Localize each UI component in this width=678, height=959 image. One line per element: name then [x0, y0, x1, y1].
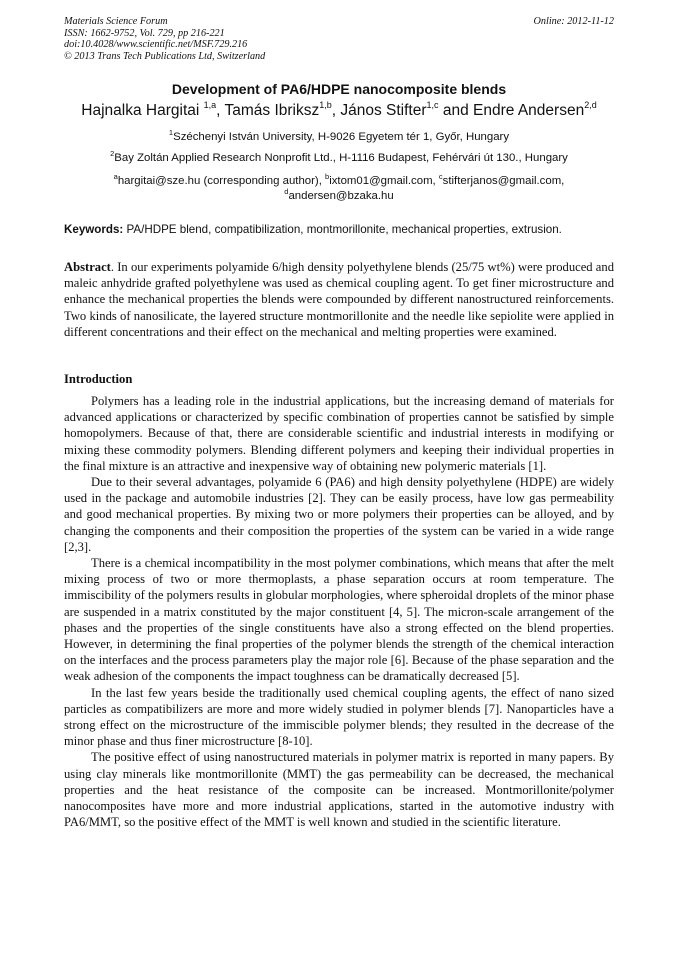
email-d[interactable]: andersen@bzaka.hu [288, 190, 394, 202]
affiliation-text: Széchenyi István University, H-9026 Egyetem tér 1, Győr, Hungary [173, 131, 510, 143]
affiliation-mark: 2 [110, 149, 115, 158]
author-name: János Stifter [340, 102, 427, 119]
keywords-label: Keywords: [64, 223, 124, 236]
introduction-body [64, 393, 614, 830]
author-name: Tamás Ibriksz [224, 102, 320, 119]
affiliation-mark: 1 [168, 128, 174, 137]
author-affiliation-mark: 1,b [319, 100, 332, 110]
keywords [64, 223, 614, 236]
affiliation-2 [0, 149, 678, 164]
abstract [64, 259, 614, 340]
paper-title: Development of PA6/HDPE nanocomposite blends [171, 81, 507, 97]
author-separator: and [438, 102, 474, 119]
email-mark: d [284, 187, 289, 196]
paragraph: In the last few years beside the traditionally used chemical coupling agents, the effect of nano sized particles as compatibilizers are more and more widely studied in polymer blends [7]. Nanoparticles have a strong effect on the microstructure of the immiscible polymer blends; they resulted in the decrease of the minor phase and thus finer microstructure [8-10]. [64, 685, 614, 749]
email-a[interactable]: hargitai@sze.hu (corresponding author), [117, 175, 326, 187]
author-name: Hajnalka Hargitai [81, 102, 204, 119]
author-name: Endre Andersen [473, 102, 585, 119]
journal-name: Materials Science Forum [64, 16, 168, 27]
author-emails [0, 174, 678, 204]
email-b[interactable]: ixtom01@gmail.com, [329, 175, 439, 187]
email-line-2 [0, 189, 678, 204]
paragraph: The positive effect of using nanostructured materials in polymer matrix is reported in many papers. By using clay minerals like montmorillonite (MMT) the gas permeability can be decreased, the mechanical properties and the heat resistance of the composite can be increased. Montmorillonite/polymer nanocomposites have more and more industrial applications, started in the automotive industry with PA6/MMT, so the positive effect of the MMT is well known and studied in the scientific literature. [64, 750, 614, 830]
paragraph: There is a chemical incompatibility in the most polymer combinations, which means that after the melt mixing process of two or more thermoplasts, a phase separation occurs at room temperature. The immiscibility of the polymers results in globular morphologies, where spheroidal droplets of the minor phase are suspended in a matrix constituted by the major constituent [4, 5]. The micron-scale arrangement of the phases and the properties of the single constituents have also a strong effected on the blend properties. However, in determining the final properties of the polymer blends the strength of the chemical interaction on the interfaces and the process parameters play the major role [6]. Because of the phase separation and the weak adhesion of the components the impact toughness can be dramatically decreased [5]. [64, 556, 614, 684]
affiliation-1 [0, 128, 678, 143]
author-affiliation-mark: 1,c [426, 100, 439, 110]
email-mark: c [438, 172, 443, 181]
running-header [64, 16, 265, 62]
author-list [0, 102, 678, 120]
affiliation-text: Bay Zoltán Applied Research Nonprofit Ltd., H-1116 Budapest, Fehérvári út 130., Hungary [114, 152, 568, 164]
email-mark: b [325, 172, 330, 181]
author-separator: , [331, 102, 341, 119]
online-date: Online: 2012-11-12 [533, 16, 614, 27]
doi-link[interactable]: doi:10.4028/www.scientific.net/MSF.729.216 [64, 39, 248, 51]
author-affiliation-mark: 1,a [203, 100, 217, 110]
section-heading-introduction: Introduction [64, 372, 133, 386]
paragraph: Polymers has a leading role in the industrial applications, but the increasing demand of materials for advanced applications or characterized by specific combination of properties cannot be satisfied by simple homopolymers. Because of that, there are considerable scientific and industrial interests in modifying or mixing these commodity polymers. Blending different polymers and keeping their individual properties in the final mixture is an attractive and inexpensive way of obtaining new polymeric materials [1]. [64, 394, 614, 473]
issn-line: ISSN: 1662-9752, Vol. 729, pp 216-221 [64, 27, 225, 39]
email-mark: a [113, 172, 118, 181]
abstract-text: . In our experiments polyamide 6/high density polyethylene blends (25/75 wt%) were produced and maleic anhydride grafted polyethylene was used as chemical coupling agent. To get finer microstructure and enhance the mechanical properties the blends were compounded by different nanostructured reinforcements. Two kinds of nanosilicate, the layered structure montmorillonite and the needle like sepiolite were applied in different concentrations and their effect on the mechanical and melting properties were examined. [64, 260, 614, 339]
email-c[interactable]: stifterjanos@gmail.com, [442, 175, 565, 187]
abstract-label: Abstract [64, 260, 111, 274]
paragraph: Due to their several advantages, polyamide 6 (PA6) and high density polyethylene (HDPE) are widely used in the package and automobile industries [2]. They can be easily process, have low gas permeability and good mechanical properties. By mixing two or more polymers their properties can be alloyed, and by changing the components and their composition the properties of the system can be varied in a wide range [2,3]. [64, 475, 614, 554]
keywords-text: PA/HDPE blend, compatibilization, montmorillonite, mechanical properties, extrusion. [123, 223, 562, 236]
copyright-line: © 2013 Trans Tech Publications Ltd, Switzerland [64, 50, 266, 62]
email-line-1 [0, 174, 678, 189]
author-affiliation-mark: 2,d [584, 100, 597, 110]
author-separator: , [216, 102, 225, 119]
